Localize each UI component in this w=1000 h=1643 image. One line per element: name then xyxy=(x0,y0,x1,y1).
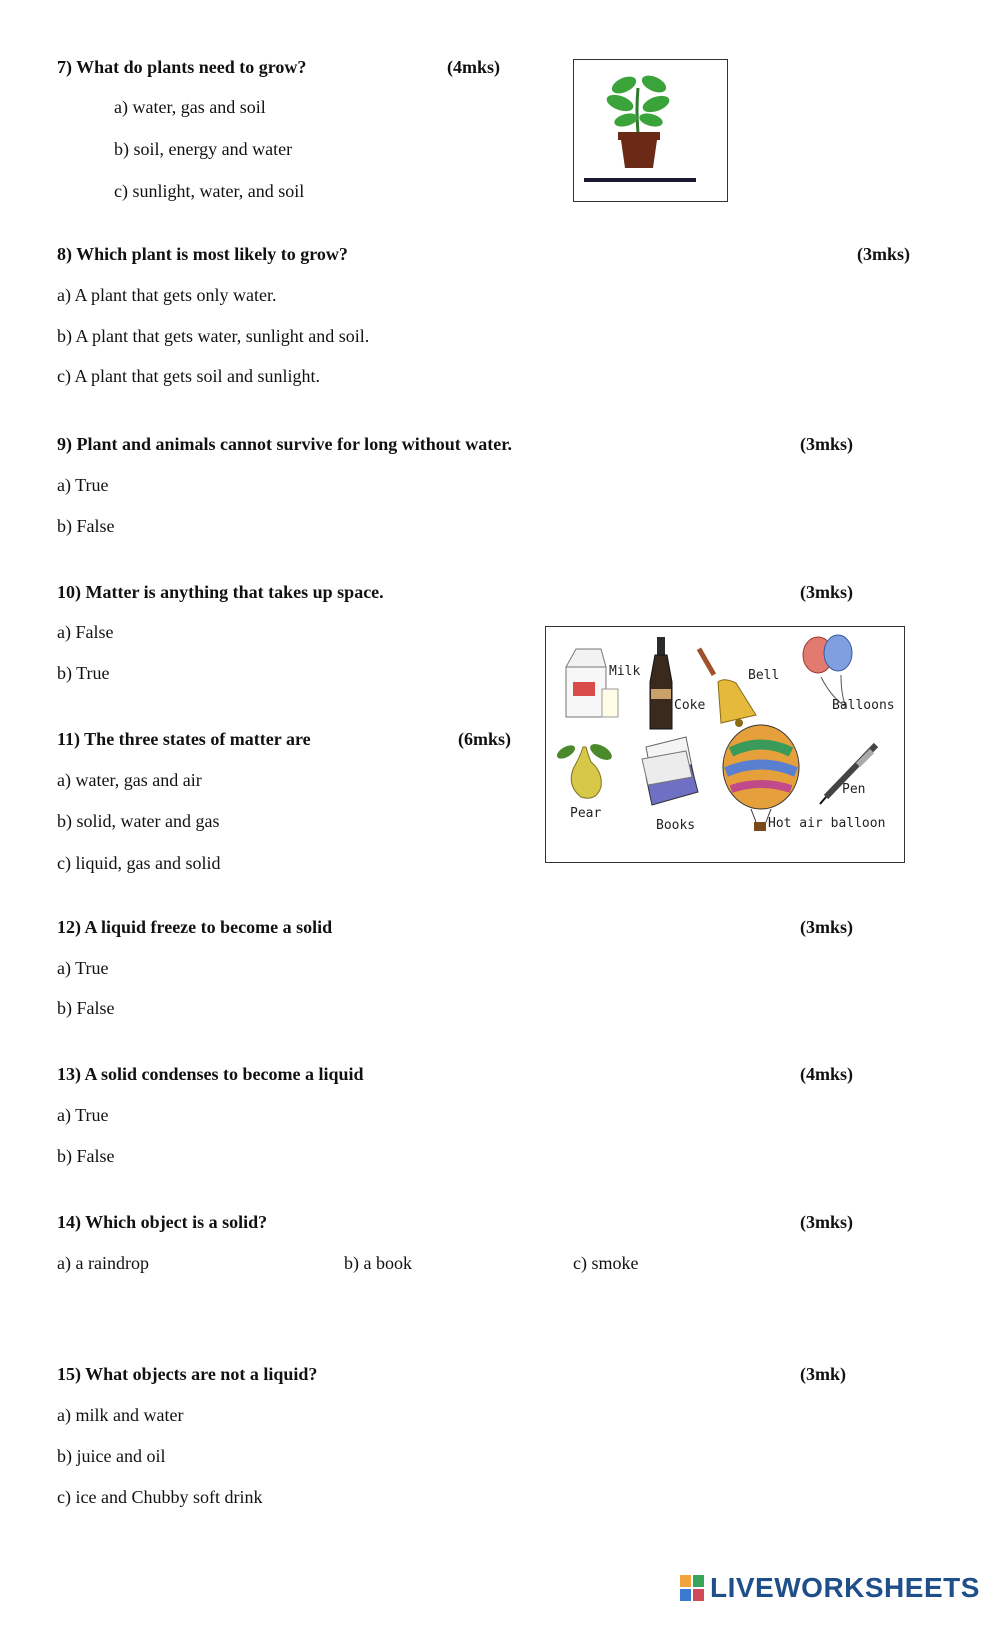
question-12-option-a[interactable]: a) True xyxy=(57,958,109,978)
question-10-option-b[interactable]: b) True xyxy=(57,663,110,683)
question-8-title: 8) Which plant is most likely to grow? xyxy=(57,244,348,264)
question-14-title: 14) Which object is a solid? xyxy=(57,1212,268,1232)
question-7-option-a[interactable]: a) water, gas and soil xyxy=(114,97,266,117)
question-10-option-a[interactable]: a) False xyxy=(57,622,114,642)
label-bell: Bell xyxy=(748,668,780,683)
label-coke: Coke xyxy=(674,698,706,713)
question-12-title: 12) A liquid freeze to become a solid xyxy=(57,917,333,937)
question-7-marks: (4mks) xyxy=(447,57,500,77)
question-11-title: 11) The three states of matter are xyxy=(57,729,311,749)
question-14-option-a[interactable]: a) a raindrop xyxy=(57,1253,149,1273)
label-pear: Pear xyxy=(570,806,602,821)
label-pen: Pen xyxy=(842,782,866,797)
question-15-option-a[interactable]: a) milk and water xyxy=(57,1405,184,1425)
question-12-marks: (3mks) xyxy=(800,917,853,937)
bell-icon xyxy=(697,648,756,727)
label-books: Books xyxy=(656,818,696,833)
question-15-option-b[interactable]: b) juice and oil xyxy=(57,1446,166,1466)
label-milk: Milk xyxy=(609,664,641,679)
question-15-option-c[interactable]: c) ice and Chubby soft drink xyxy=(57,1487,263,1507)
label-hot-air-balloon: Hot air balloon xyxy=(768,816,886,831)
question-10-title: 10) Matter is anything that takes up space. xyxy=(57,582,384,602)
liveworksheets-logo-icon xyxy=(680,1575,704,1601)
question-8-marks: (3mks) xyxy=(857,244,910,264)
question-8-option-b[interactable]: b) A plant that gets water, sunlight and soil. xyxy=(57,326,370,346)
question-14-marks: (3mks) xyxy=(800,1212,853,1232)
question-11-option-a[interactable]: a) water, gas and air xyxy=(57,770,202,790)
question-13-marks: (4mks) xyxy=(800,1064,853,1084)
liveworksheets-logo[interactable] xyxy=(680,1572,980,1604)
plant-pot-icon xyxy=(574,60,727,201)
books-icon xyxy=(642,737,698,805)
question-9-marks: (3mks) xyxy=(800,434,853,454)
question-13-title: 13) A solid condenses to become a liquid xyxy=(57,1064,364,1084)
question-9-title: 9) Plant and animals cannot survive for long without water. xyxy=(57,434,513,454)
balloons-icon xyxy=(803,635,852,707)
question-11-option-b[interactable]: b) solid, water and gas xyxy=(57,811,220,831)
coke-bottle-icon xyxy=(650,637,672,729)
milk-carton-icon xyxy=(566,649,618,717)
question-7-title: 7) What do plants need to grow? xyxy=(57,57,307,77)
matter-objects-image xyxy=(545,626,905,863)
question-9-option-a[interactable]: a) True xyxy=(57,475,109,495)
question-10-marks: (3mks) xyxy=(800,582,853,602)
matter-objects-illustration xyxy=(546,627,904,862)
question-12-option-b[interactable]: b) False xyxy=(57,998,115,1018)
plant-image xyxy=(573,59,728,202)
question-8-option-c[interactable]: c) A plant that gets soil and sunlight. xyxy=(57,366,320,386)
footer-brand: LIVEWORKSHEETS xyxy=(710,1572,980,1603)
question-13-option-b[interactable]: b) False xyxy=(57,1146,115,1166)
question-11-marks: (6mks) xyxy=(458,729,511,749)
pear-icon xyxy=(555,741,615,798)
question-7-option-b[interactable]: b) soil, energy and water xyxy=(114,139,293,159)
question-9-option-b[interactable]: b) False xyxy=(57,516,115,536)
question-13-option-a[interactable]: a) True xyxy=(57,1105,109,1125)
question-15-marks: (3mk) xyxy=(800,1364,846,1384)
question-7-option-c[interactable]: c) sunlight, water, and soil xyxy=(114,181,305,201)
label-balloons: Balloons xyxy=(832,698,895,713)
question-8-option-a[interactable]: a) A plant that gets only water. xyxy=(57,285,277,305)
question-14-option-b[interactable]: b) a book xyxy=(344,1253,412,1273)
question-11-option-c[interactable]: c) liquid, gas and solid xyxy=(57,853,221,873)
question-15-title: 15) What objects are not a liquid? xyxy=(57,1364,318,1384)
question-14-option-c[interactable]: c) smoke xyxy=(573,1253,639,1273)
